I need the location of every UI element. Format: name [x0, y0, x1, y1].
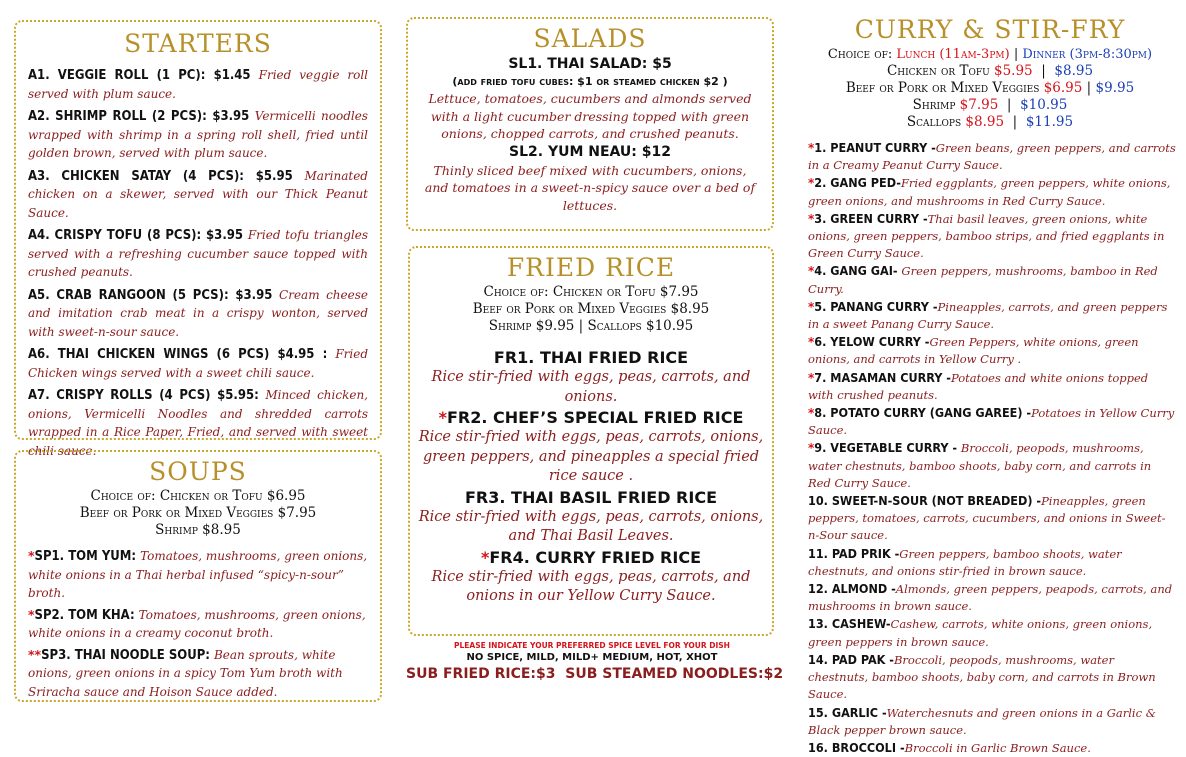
spice-level-options: NO SPICE, MILD, MILD+ MEDIUM, HOT, XHOT [466, 652, 718, 663]
spice-footer [406, 640, 784, 684]
spice-level-note: PLEASE INDICATE YOUR PREFERRED SPICE LEVEL FOR YOUR DISH [454, 641, 730, 650]
fried-rice-fr3-description: Rice stir-fried with eggs, peas, carrots, onions, and Thai Basil Leaves. [418, 508, 764, 544]
starters-section [14, 20, 382, 458]
curry-price-row: Chicken or Tofu $5.95 | $8.95 [886, 63, 1094, 79]
curry-item: *7. MASAMAN CURRY -Potatoes and white onions topped with crushed peanuts. [808, 369, 1149, 402]
curry-choice-separator: | [1013, 47, 1019, 62]
curry-price-row: Beef or Pork or Mixed Veggies $6.95 | $9.95 [845, 80, 1135, 96]
curry-item: *2. GANG PED-Fried eggplants, green peppers, white onions, green onions, and mushrooms in Red Curry Sauce. [808, 175, 1171, 208]
curry-item: *3. GREEN CURRY -Thai basil leaves, green onions, white onions, green peppers, bamboo strips, and fried eggplants in Green Curry Sauce. [808, 210, 1165, 261]
soup-item-sp1: *SP1. TOM YUM: Tomatoes, mushrooms, green onions, white onions in a Thai herbal infused “spicy-n-sour” broth. [28, 548, 368, 600]
salad-sl1-addons: (add fried tofu cubes: $1 or steamed chicken $2 ) [452, 75, 728, 88]
fried-rice-fr4-heading: *FR4. CURRY FRIED RICE [481, 547, 701, 567]
curry-item: *9. VEGETABLE CURRY - Broccoli, peopods, mushrooms, water chestnuts, bamboo shoots, baby corn, and carrots in Red Curry Sauce. [808, 440, 1152, 490]
curry-item: 10. SWEET-N-SOUR (NOT BREADED) -Pineapples, green peppers, tomatoes, carrots, cucumbers, and onions in Sweet-n-Sour sauce. [808, 493, 1166, 543]
starter-item-a1: A1. VEGGIE ROLL (1 PC): $1.45 Fried veggie roll served with plum sauce. [28, 68, 368, 101]
starter-item-a7: A7. CRISPY ROLLS (4 PCS) $5.95: Minced chicken, onions, Vermicelli Noodles and shredded carrots wrapped in a Rice Paper, Fried, and served with sweet chili sauce. [28, 388, 368, 458]
curry-item: 12. ALMOND -Almonds, green peppers, peapods, carrots, and mushrooms in brown sauce. [808, 581, 1173, 614]
starter-item-a4: A4. CRISPY TOFU (8 PCS): $3.95 Fried tofu triangles served with a refreshing cucumber sauce topped with crushed peanuts. [28, 228, 368, 279]
soup-item-sp3: **SP3. THAI NOODLE SOUP: Bean sprouts, white onions, green onions in a spicy Tom Yum broth with Sriracha sauce and Hoison Sauce added. [28, 646, 343, 699]
soups-choice-line-3: Shrimp $8.95 [155, 522, 241, 538]
soups-choice-line-2: Beef or Pork or Mixed Veggies $7.95 [79, 505, 317, 521]
curry-item: *8. POTATO CURRY (GANG GAREE) -Potatoes in Yellow Curry Sauce. [808, 405, 1175, 438]
fried-rice-section [408, 246, 774, 636]
fried-rice-choice [418, 284, 764, 335]
fried-rice-fr1-description: Rice stir-fried with eggs, peas, carrots, and onions. [431, 369, 751, 405]
fried-rice-choice-line-2: Beef or Pork or Mixed Veggies $8.95 [472, 301, 710, 317]
curry-choice-line [800, 46, 1180, 63]
curry-list [800, 139, 1180, 757]
fried-rice-fr3-heading: FR3. THAI BASIL FRIED RICE [465, 487, 717, 507]
fried-rice-fr2-description: Rice stir-fried with eggs, peas, carrots, onions, green peppers, and pineapples a special fried rice sauce . [418, 429, 764, 484]
curry-price-row: Scallops $8.95 | $11.95 [906, 114, 1074, 130]
salad-sl1-description: Lettuce, tomatoes, cucumbers and almonds served with a light cucumber dressing topped with green onions, chopped carrots, and crushed peanuts. [428, 91, 752, 141]
curry-item: *1. PEANUT CURRY -Green beans, green peppers, and carrots in a Creamy Peanut Curry Sauce. [808, 140, 1176, 173]
salad-sl2-description: Thinly sliced beef mixed with cucumbers, onions, and tomatoes in a sweet-n-spicy sauce over a bed of lettuces. [424, 162, 756, 213]
curry-item: *5. PANANG CURRY -Pineapples, carrots, and green peppers in a sweet Panang Curry Sauce. [808, 298, 1168, 332]
curry-item: 14. PAD PAK -Broccoli, peopods, mushrooms, water chestnuts, bamboo shoots, baby corn, and carrots in Brown Sauce. [808, 651, 1156, 702]
starters-list [28, 66, 368, 460]
starters-title: STARTERS [124, 29, 272, 58]
fried-rice-title: FRIED RICE [506, 253, 676, 282]
curry-price-row: Shrimp $7.95 | $10.95 [912, 97, 1068, 113]
curry-item: 11. PAD PRIK -Green peppers, bamboo shoots, water chestnuts, and onions stir-fried in brown sauce. [808, 545, 1122, 578]
curry-item: *6. YELOW CURRY -Green Peppers, white onions, green onions, and carrots in Yellow Curry . [808, 334, 1139, 367]
salads-section [406, 17, 774, 231]
fried-rice-choice-line-1: Choice of: Chicken or Tofu $7.95 [483, 284, 699, 300]
curry-item: 16. BROCCOLI -Broccoli in Garlic Brown Sauce. [808, 739, 1091, 755]
soup-item-sp2: *SP2. TOM KHA: Tomatoes, mushrooms, green onions, white onions in a creamy coconut broth. [28, 606, 366, 640]
curry-choice-label: Choice of: [827, 47, 893, 62]
curry-price-rows [800, 63, 1180, 131]
soups-choice-line-1: Choice of: Chicken or Tofu $6.95 [90, 488, 306, 504]
substitution-prices: SUB FRIED RICE:$3 SUB STEAMED NOODLES:$2 [406, 666, 784, 682]
curry-item: *4. GANG GAI- Green peppers, mushrooms, bamboo in Red Curry. [808, 263, 1158, 296]
salad-sl2-heading: SL2. YUM NEAU: $12 [509, 143, 671, 160]
curry-lunch-hours: Lunch (11am-3pm) [896, 47, 1010, 62]
fried-rice-fr1-heading: FR1. THAI FRIED RICE [493, 348, 689, 367]
fried-rice-fr2-heading: *FR2. CHEF’S SPECIAL FRIED RICE [438, 408, 744, 427]
salad-sl1-heading: SL1. THAI SALAD: $5 [508, 56, 672, 72]
salads-title: SALADS [533, 24, 647, 53]
soups-section [14, 450, 382, 702]
starter-item-a6: A6. THAI CHICKEN WINGS (6 PCS) $4.95 : Fried Chicken wings served with a sweet chili sauce. [28, 347, 368, 380]
curry-title: CURRY & STIR-FRY [854, 15, 1126, 44]
starter-item-a3: A3. CHICKEN SATAY (4 PCS): $5.95 Marinated chicken on a skewer, served with our Thick Peanut Sauce. [28, 168, 368, 220]
fried-rice-fr4-description: Rice stir-fried with eggs, peas, carrots, and onions in our Yellow Curry Sauce. [431, 568, 751, 604]
fried-rice-choice-line-3: Shrimp $9.95 | Scallops $10.95 [488, 318, 694, 334]
starter-item-a2: A2. SHRIMP ROLL (2 PCS): $3.95 Vermicelli noodles wrapped with shrimp in a spring roll shell, fried until golden brown, served with plum sauce. [28, 109, 368, 160]
curry-dinner-hours: Dinner (3pm-8:30pm) [1022, 47, 1153, 62]
curry-section [800, 14, 1180, 755]
curry-item: 13. CASHEW-Cashew, carrots, white onions, green onions, green peppers in brown sauce. [808, 616, 1153, 649]
soups-choice [28, 488, 368, 539]
soups-title: SOUPS [149, 457, 247, 486]
starter-item-a5: A5. CRAB RANGOON (5 PCS): $3.95 Cream cheese and imitation crab meat in a crispy wonton, served with sweet-n-sour sauce. [28, 287, 368, 339]
curry-item: 15. GARLIC -Waterchesnuts and green onions in a Garlic & Black pepper brown sauce. [808, 704, 1156, 737]
